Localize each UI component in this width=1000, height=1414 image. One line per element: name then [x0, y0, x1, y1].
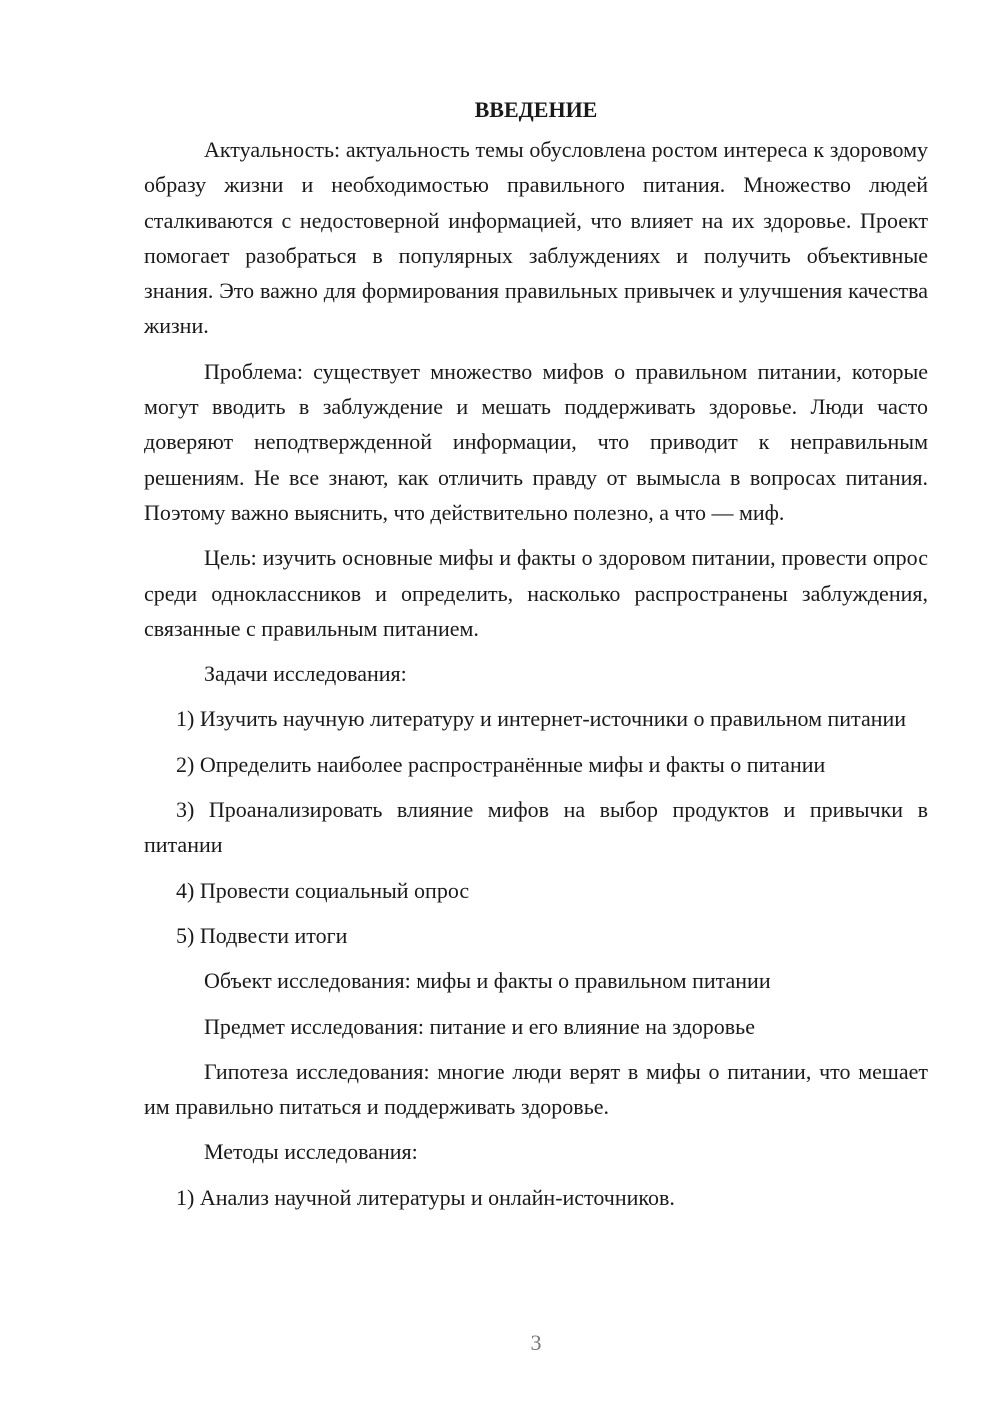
methods-heading: Методы исследования:: [204, 1139, 418, 1165]
hypothesis-paragraph: Гипотеза исследования: многие люди верят в мифы о питании, что мешает им правильно питаться и поддерживать здоровье.: [144, 1058, 928, 1120]
goal-paragraph: Цель: изучить основные мифы и факты о здоровом питании, провести опрос среди одноклассников и определить, насколько распространены заблуждения, связанные с правильным питанием.: [144, 545, 928, 641]
task-item: 3) Проанализировать влияние мифов на выбор продуктов и привычки в питании: [144, 797, 928, 858]
document-page: [144, 92, 928, 1225]
problem-paragraph: Проблема: существует множество мифов о правильном питании, которые могут вводить в заблуждение и мешать поддерживать здоровье. Люди часто доверяют неподтвержденной информации, что приводит к неправильным решениям. Не все знают, как отличить правду от вымысла в вопросах питания. Поэтому важно выяснить, что действительно полезно, а что — миф.: [144, 358, 928, 525]
task-item: 2) Определить наиболее распространённые мифы и факты о питании: [176, 751, 826, 777]
method-item: 1) Анализ научной литературы и онлайн-источников.: [176, 1184, 675, 1210]
section-title: ВВЕДЕНИЕ: [474, 97, 598, 122]
object-line: Объект исследования: мифы и факты о правильном питании: [204, 968, 771, 994]
subject-line: Предмет исследования: питание и его влияние на здоровье: [204, 1013, 755, 1039]
relevance-paragraph: Актуальность: актуальность темы обусловлена ростом интереса к здоровому образу жизни и необходимостью правильного питания. Множество людей сталкиваются с недостоверной информацией, что влияет на их здоровье. Проект помогает разобраться в популярных заблуждениях и получить объективные знания. Это важно для формирования правильных привычек и улучшения качества жизни.: [144, 137, 928, 339]
tasks-heading: Задачи исследования:: [204, 661, 407, 687]
task-item: 1) Изучить научную литературу и интернет-источники о правильном питании: [176, 706, 907, 732]
task-item: 5) Подвести итоги: [176, 922, 348, 948]
task-item: 4) Провести социальный опрос: [176, 877, 470, 903]
page-number: 3: [530, 1330, 542, 1355]
